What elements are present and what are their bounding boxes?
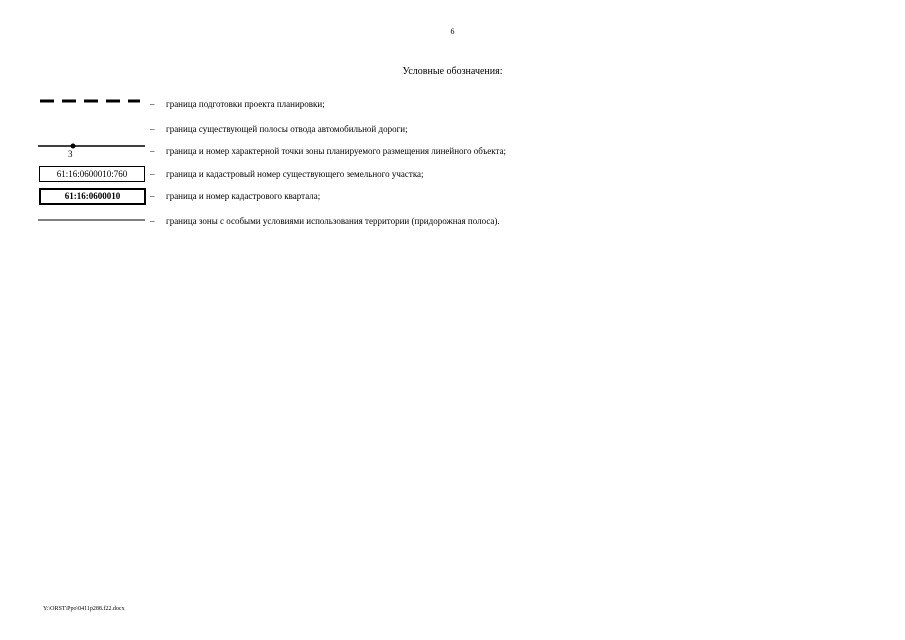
- legend-title: Условные обозначения:: [402, 66, 503, 77]
- blank-symbol: [38, 120, 146, 140]
- page-number: 6: [450, 27, 455, 36]
- legend-item-land-parcel: [38, 165, 658, 185]
- legend-description: граница и номер характерной точки зоны планируемого размещения линейного объекта;: [166, 146, 507, 156]
- dashed-line-symbol: [38, 95, 146, 115]
- legend-separator: –: [150, 124, 155, 134]
- line-with-point-symbol: [38, 142, 146, 162]
- legend-separator: –: [150, 191, 155, 201]
- legend-separator: –: [150, 146, 155, 156]
- legend-item-special-use-zone: [38, 212, 658, 232]
- legend-description: граница и номер кадастрового квартала;: [166, 191, 321, 201]
- point-number-label: 3: [68, 149, 73, 159]
- legend-separator: –: [150, 169, 155, 179]
- thin-line-symbol: [38, 212, 146, 232]
- legend-description: граница существующей полосы отвода автомобильной дороги;: [166, 124, 408, 134]
- legend-description: граница зоны с особыми условиями использования территории (придорожная полоса).: [166, 216, 500, 226]
- block-number-box: 61:16:0600010: [39, 188, 146, 205]
- footer-file-path: Y:\ORST\Ppo\0411p288.f22.docx: [43, 606, 125, 612]
- legend-description: граница подготовки проекта планировки;: [166, 99, 325, 109]
- legend-item-characteristic-point: [38, 142, 658, 162]
- bold-boxed-label-symbol: [38, 187, 146, 207]
- legend-item-right-of-way-boundary: [38, 120, 658, 140]
- parcel-number-box: 61:16:0600010:760: [39, 166, 145, 182]
- boxed-label-symbol: [38, 165, 146, 185]
- legend-item-planning-boundary: [38, 95, 658, 115]
- legend-item-cadastral-block: [38, 187, 658, 207]
- legend-separator: –: [150, 99, 155, 109]
- legend-description: граница и кадастровый номер существующего земельного участка;: [166, 169, 424, 179]
- legend-separator: –: [150, 216, 155, 226]
